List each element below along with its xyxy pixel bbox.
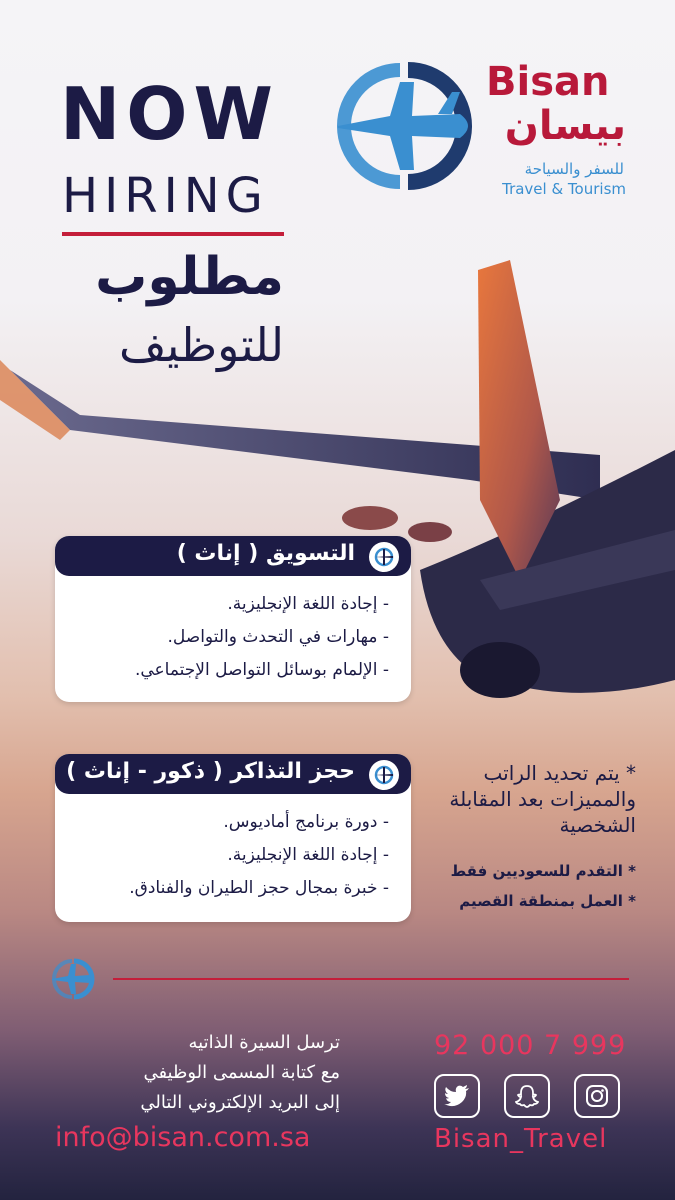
cv-line: إلى البريد الإلكتروني التالي: [140, 1092, 340, 1113]
social-handle[interactable]: Bisan_Travel: [434, 1124, 608, 1154]
list-item: - خبرة بمجال حجز الطيران والفنادق.: [129, 878, 389, 898]
cv-line: مع كتابة المسمى الوظيفي: [143, 1062, 340, 1083]
logo-subtitle-ar: للسفر والسياحة: [524, 160, 624, 178]
bisan-badge-icon: [369, 760, 399, 790]
snapchat-icon[interactable]: [504, 1074, 550, 1118]
logo-name-en: Bisan: [486, 59, 610, 105]
requirements-list: [135, 588, 389, 687]
email-link[interactable]: info@bisan.com.sa: [55, 1122, 311, 1153]
job-title: التسويق ( إناث ): [176, 541, 355, 566]
list-item: - دورة برنامج أماديوس.: [223, 812, 389, 832]
job-card-marketing: [55, 536, 411, 702]
bisan-badge-icon: [369, 542, 399, 572]
region-note: * العمل بمنطقة القصيم: [459, 892, 636, 910]
requirements-list: [129, 806, 389, 905]
list-item: - مهارات في التحدث والتواصل.: [167, 627, 389, 647]
logo-name-ar: بيسان: [504, 103, 626, 149]
logo-subtitle-en: Travel & Tourism: [502, 180, 626, 198]
cv-instructions: [40, 1028, 340, 1118]
phone-number[interactable]: 92 000 7 999: [434, 1030, 627, 1061]
footer-divider: [113, 978, 629, 980]
list-item: - إجادة اللغة الإنجليزية.: [227, 845, 389, 865]
job-card-header: [55, 536, 411, 576]
saudis-only-note: * التقدم للسعوديين فقط: [450, 862, 636, 880]
bisan-logo-small-icon: [50, 958, 96, 1000]
list-item: - الإلمام بوسائل التواصل الإجتماعي.: [134, 660, 389, 680]
job-card-ticketing: [55, 754, 411, 922]
twitter-icon[interactable]: [434, 1074, 480, 1118]
salary-note: * يتم تحديد الراتب والمميزات بعد المقابلة الشخصية: [449, 761, 636, 837]
list-item: - إجادة اللغة الإنجليزية.: [227, 594, 389, 614]
hiring-heading: HIRING: [62, 168, 269, 224]
job-card-header: [55, 754, 411, 794]
cv-line: ترسل السيرة الذاتيه: [188, 1032, 340, 1053]
heading-divider: [62, 232, 284, 236]
arabic-title-wanted: مطلوب: [95, 247, 284, 307]
now-heading: NOW: [60, 72, 279, 156]
job-title: حجز التذاكر ( ذكور - إناث ): [66, 759, 355, 784]
arabic-title-employment: للتوظيف: [119, 318, 284, 372]
bisan-logo-icon: [330, 62, 476, 190]
instagram-icon[interactable]: [574, 1074, 620, 1118]
